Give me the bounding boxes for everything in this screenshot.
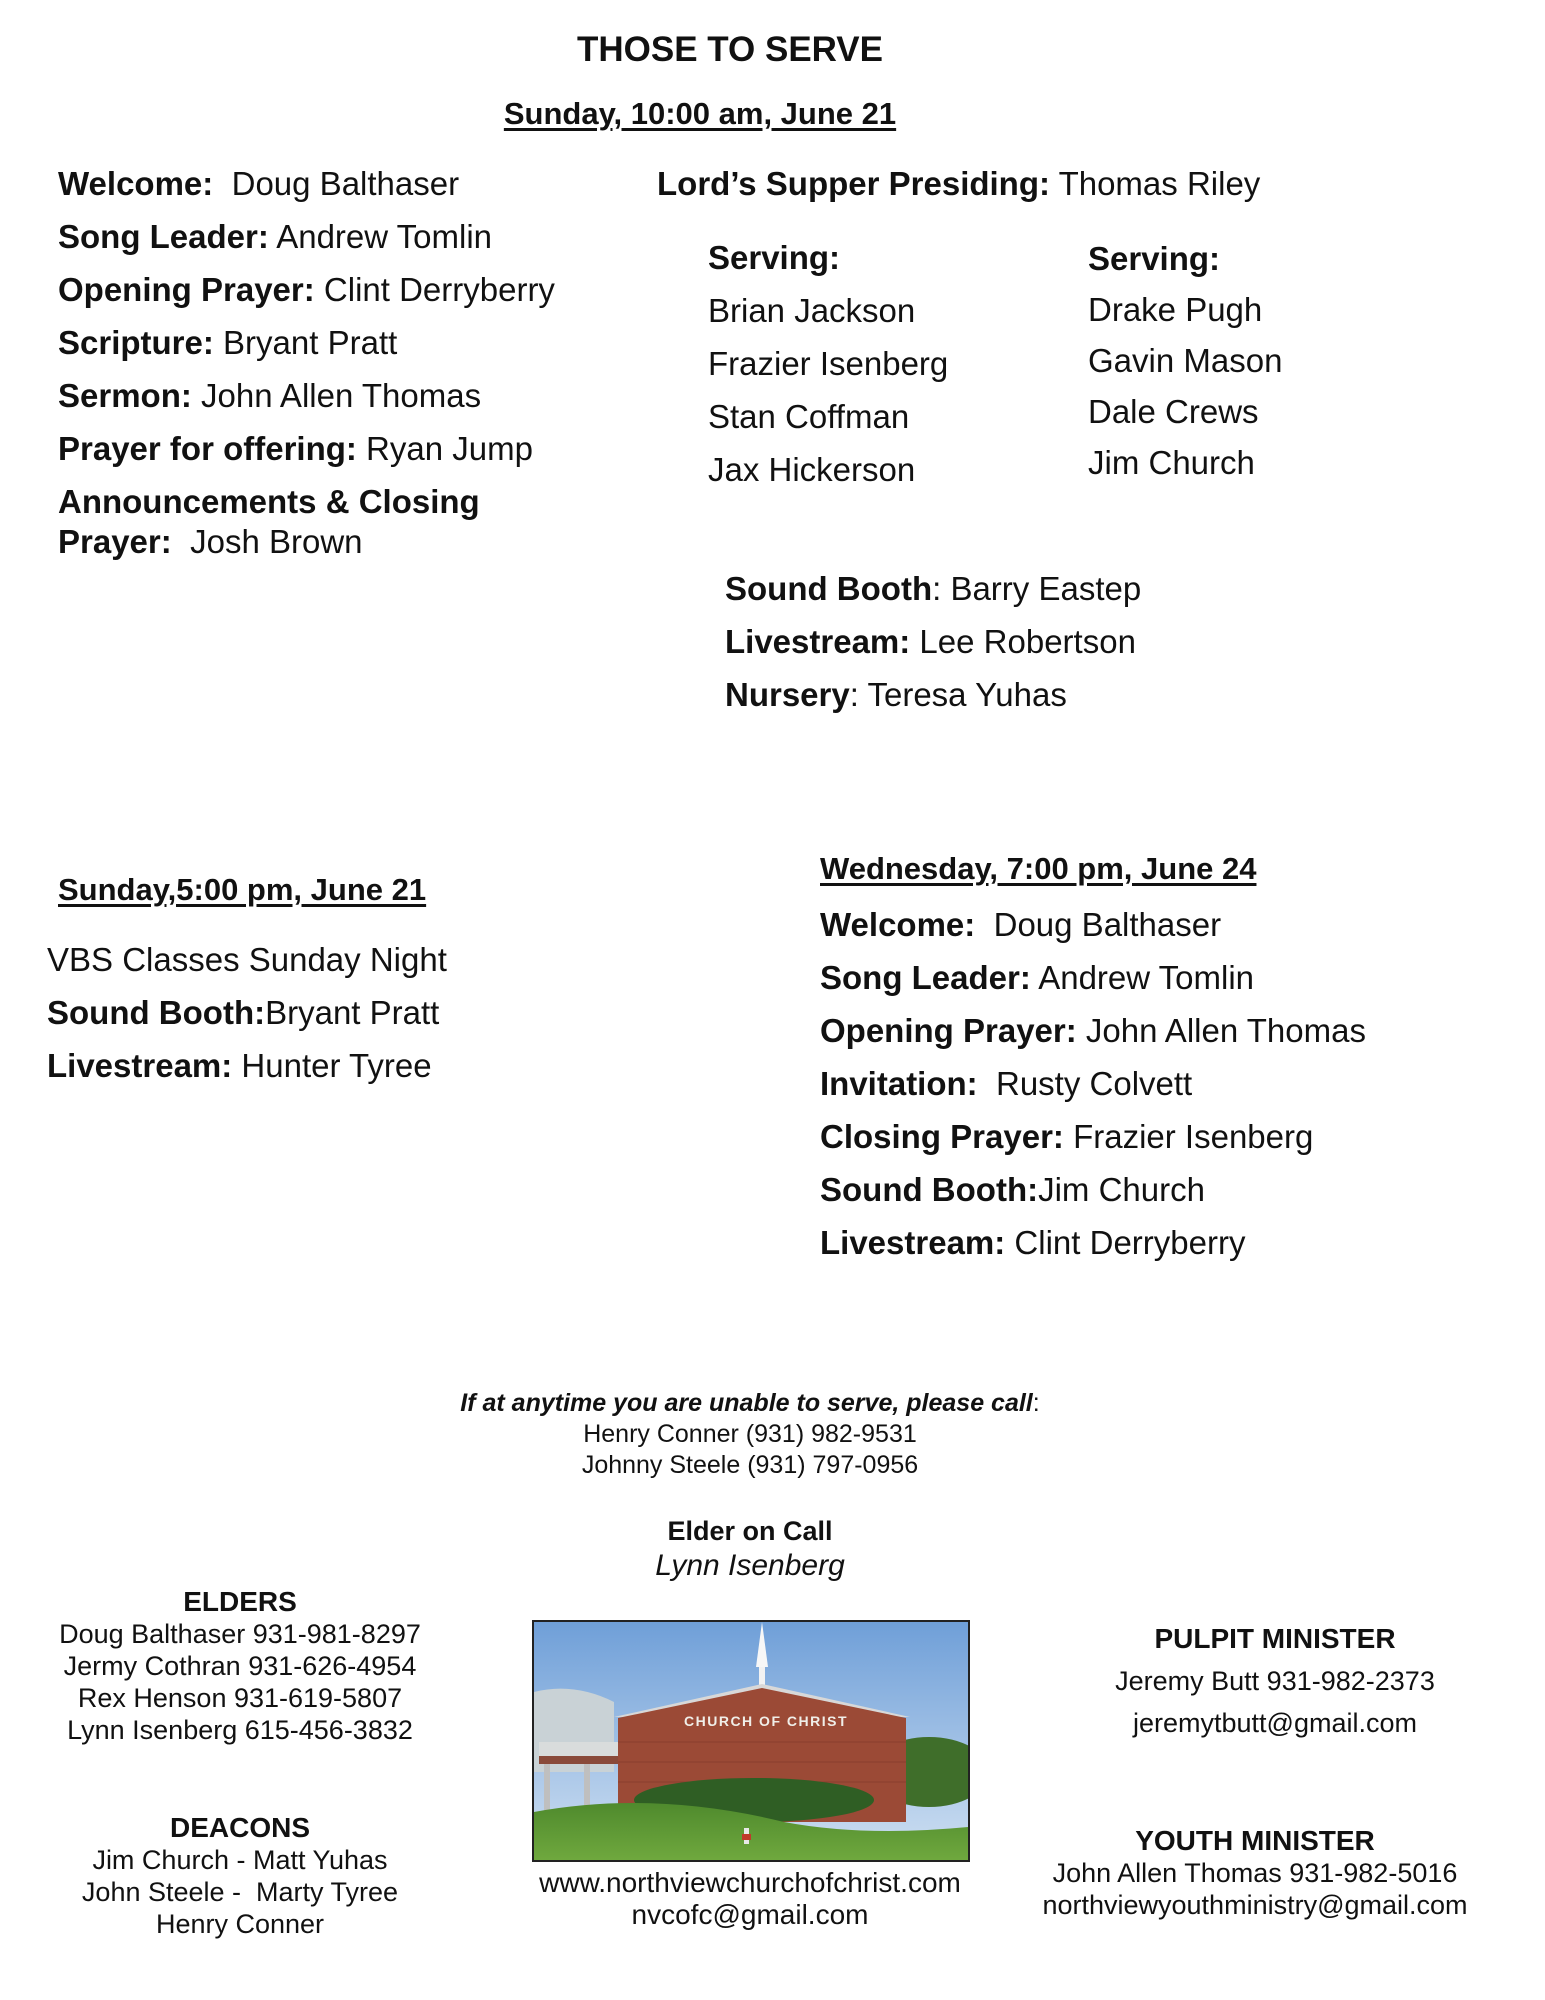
role-row bbox=[725, 668, 1141, 721]
unable-to-serve-block bbox=[400, 1388, 1100, 1481]
role-row bbox=[47, 1039, 447, 1092]
role-label: Welcome: bbox=[58, 165, 214, 202]
announcements-row bbox=[58, 522, 363, 562]
role-label: Sound Booth bbox=[725, 570, 933, 607]
lords-supper-label: Lord’s Supper Presiding: bbox=[657, 165, 1050, 202]
contact-line: Johnny Steele (931) 797-0956 bbox=[581, 1451, 919, 1479]
church-website[interactable]: www.northviewchurchofchrist.com bbox=[539, 1867, 961, 1898]
deacon-line: Jim Church - Matt Yuhas bbox=[92, 1845, 388, 1875]
wednesday-heading: Wednesday, 7:00 pm, June 24 bbox=[820, 851, 1257, 886]
canopy-post bbox=[544, 1764, 550, 1814]
announcements-label-2: Prayer: bbox=[58, 523, 172, 560]
elder-on-call-label: Elder on Call bbox=[667, 1516, 833, 1546]
role-row bbox=[820, 951, 1366, 1004]
role-label: Scripture: bbox=[58, 324, 214, 361]
role-label: Welcome: bbox=[820, 906, 976, 943]
role-row bbox=[725, 615, 1141, 668]
role-row bbox=[58, 316, 555, 369]
role-label: Song Leader: bbox=[58, 218, 269, 255]
elders-heading: ELDERS bbox=[183, 1586, 297, 1617]
role-row bbox=[47, 986, 447, 1039]
deacons-heading: DEACONS bbox=[169, 1812, 310, 1843]
elder-on-call-name: Lynn Isenberg bbox=[655, 1549, 845, 1582]
deacon-line: John Steele - Marty Tyree bbox=[81, 1877, 399, 1907]
serving-column-right bbox=[1088, 233, 1282, 488]
pulpit-minister-name: Jeremy Butt 931-982-2373 bbox=[1115, 1666, 1435, 1696]
role-name: Clint Derryberry bbox=[1005, 1224, 1246, 1261]
role-row bbox=[58, 369, 555, 422]
youth-minister-block bbox=[1000, 1825, 1510, 1921]
role-label: Song Leader: bbox=[820, 959, 1031, 996]
church-building-image bbox=[534, 1622, 968, 1860]
role-name: Andrew Tomlin bbox=[268, 218, 493, 255]
role-name: Doug Balthaser bbox=[213, 165, 460, 202]
elder-line: Rex Henson 931-619-5807 bbox=[77, 1683, 403, 1713]
role-label: Opening Prayer: bbox=[58, 271, 315, 308]
role-row bbox=[820, 1110, 1366, 1163]
role-row bbox=[820, 1004, 1366, 1057]
role-name: Clint Derryberry bbox=[314, 271, 555, 308]
church-photo bbox=[532, 1620, 970, 1862]
serving-label: Serving: bbox=[708, 239, 841, 276]
role-label: Invitation: bbox=[820, 1065, 978, 1102]
role-name: : Teresa Yuhas bbox=[849, 676, 1067, 713]
deacon-line: Henry Conner bbox=[155, 1909, 325, 1939]
role-name: : Barry Eastep bbox=[932, 570, 1142, 607]
role-row bbox=[58, 263, 555, 316]
sunday-pm-heading: Sunday,5:00 pm, June 21 bbox=[58, 872, 427, 907]
elder-line: Doug Balthaser 931-981-8297 bbox=[59, 1619, 421, 1649]
role-name: Rusty Colvett bbox=[977, 1065, 1193, 1102]
server-name: Gavin Mason bbox=[1088, 342, 1283, 379]
server-name: Brian Jackson bbox=[708, 292, 916, 329]
announcements-name: Josh Brown bbox=[171, 523, 363, 560]
role-row bbox=[820, 1216, 1366, 1269]
wednesday-roles bbox=[820, 898, 1366, 1269]
church-sign-text: CHURCH OF CHRIST bbox=[684, 1713, 848, 1729]
lawn-marker bbox=[742, 1834, 751, 1840]
role-row bbox=[820, 1163, 1366, 1216]
role-name: John Allen Thomas bbox=[1076, 1012, 1366, 1049]
role-name: Jim Church bbox=[1038, 1171, 1205, 1208]
server-name: Stan Coffman bbox=[708, 398, 910, 435]
role-row bbox=[58, 422, 555, 475]
elder-on-call-block bbox=[500, 1514, 1000, 1584]
youth-minister-name: John Allen Thomas 931-982-5016 bbox=[1052, 1858, 1458, 1888]
page-title: THOSE TO SERVE bbox=[576, 30, 883, 69]
unable-colon: : bbox=[1032, 1389, 1040, 1417]
role-row bbox=[58, 210, 555, 263]
role-row bbox=[820, 898, 1366, 951]
church-email[interactable]: nvcofc@gmail.com bbox=[631, 1899, 869, 1930]
role-name: Andrew Tomlin bbox=[1030, 959, 1255, 996]
server-name: Jax Hickerson bbox=[708, 451, 916, 488]
role-label: Sound Booth: bbox=[820, 1171, 1039, 1208]
server-name: Dale Crews bbox=[1088, 393, 1259, 430]
role-row bbox=[58, 157, 555, 210]
church-contact-block bbox=[500, 1867, 1000, 1931]
role-name: John Allen Thomas bbox=[191, 377, 482, 414]
server-name: Frazier Isenberg bbox=[708, 345, 949, 382]
pulpit-minister-block bbox=[1050, 1618, 1500, 1744]
role-label: Nursery bbox=[725, 676, 850, 713]
role-label: Prayer for offering: bbox=[58, 430, 357, 467]
elder-line: Jermy Cothran 931-626-4954 bbox=[63, 1651, 417, 1681]
server-name: Jim Church bbox=[1088, 444, 1255, 481]
pulpit-minister-heading: PULPIT MINISTER bbox=[1154, 1623, 1396, 1654]
role-name: Hunter Tyree bbox=[232, 1047, 432, 1084]
deacons-block bbox=[40, 1812, 440, 1940]
unable-prompt-row bbox=[400, 1388, 1100, 1419]
role-label: Opening Prayer: bbox=[820, 1012, 1077, 1049]
elders-block bbox=[40, 1586, 440, 1746]
role-label: Livestream: bbox=[725, 623, 911, 660]
youth-minister-heading: YOUTH MINISTER bbox=[1135, 1825, 1375, 1856]
role-label: Sound Booth: bbox=[47, 994, 266, 1031]
role-name: Lee Robertson bbox=[910, 623, 1136, 660]
serving-column-left bbox=[708, 231, 948, 496]
role-label: Closing Prayer: bbox=[820, 1118, 1064, 1155]
announcements-label: Announcements & Closing bbox=[58, 483, 480, 520]
contact-line: Henry Conner (931) 982-9531 bbox=[583, 1420, 917, 1448]
role-row bbox=[725, 562, 1141, 615]
role-row bbox=[820, 1057, 1366, 1110]
role-name: Bryant Pratt bbox=[213, 324, 398, 361]
role-label: Livestream: bbox=[820, 1224, 1006, 1261]
role-name: Frazier Isenberg bbox=[1063, 1118, 1314, 1155]
server-name: Drake Pugh bbox=[1088, 291, 1263, 328]
role-name: Bryant Pratt bbox=[265, 994, 440, 1031]
role-label: Sermon: bbox=[58, 377, 192, 414]
sunday-am-heading: Sunday, 10:00 am, June 21 bbox=[503, 96, 897, 131]
pulpit-minister-email[interactable]: jeremytbutt@gmail.com bbox=[1133, 1708, 1417, 1738]
youth-minister-email[interactable]: northviewyouthministry@gmail.com bbox=[1042, 1890, 1468, 1920]
sunday-am-roles bbox=[58, 157, 555, 528]
lords-supper-name: Thomas Riley bbox=[1050, 165, 1261, 202]
unable-prompt: If at anytime you are unable to serve, please call bbox=[460, 1389, 1033, 1417]
sunday-pm-roles bbox=[47, 933, 447, 1092]
elder-line: Lynn Isenberg 615-456-3832 bbox=[67, 1715, 413, 1745]
lords-supper-row bbox=[657, 157, 1260, 210]
sunday-am-tech-roles bbox=[725, 562, 1141, 721]
role-label: Livestream: bbox=[47, 1047, 233, 1084]
role-name: Ryan Jump bbox=[356, 430, 533, 467]
sunday-pm-note: VBS Classes Sunday Night bbox=[47, 941, 447, 978]
role-name: Doug Balthaser bbox=[975, 906, 1222, 943]
serving-label: Serving: bbox=[1088, 240, 1221, 277]
